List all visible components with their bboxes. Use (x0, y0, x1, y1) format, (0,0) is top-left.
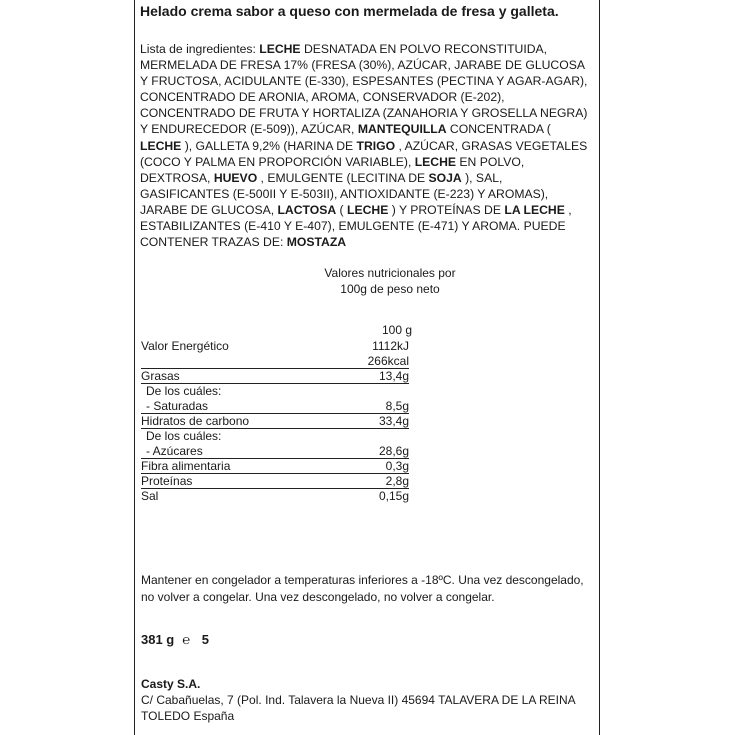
allergen-highlight: LECHE (347, 202, 389, 217)
ingredient-text: Lista de ingredientes: (140, 42, 260, 56)
company-info (141, 676, 593, 724)
company-address: C/ Cabañuelas, 7 (Pol. Ind. Talavera la Nueva II) 45694 TALAVERA DE LA REINA TOLEDO España (141, 693, 576, 723)
nutrition-row (0, 369, 735, 384)
nutrient-value: 8,5g (385, 399, 409, 413)
product-title: Helado crema sabor a queso con mermelada de fresa y galleta. (140, 3, 559, 19)
allergen-highlight: MOSTAZA (286, 235, 347, 250)
nutrient-label: Valor Energético (141, 339, 229, 353)
allergen-highlight: LECHE (140, 138, 182, 153)
nutrition-heading (300, 265, 480, 297)
net-weight (141, 632, 217, 647)
estimated-mark-icon: ℮ (182, 632, 191, 647)
nutrient-label: - Saturadas (146, 399, 209, 413)
ingredient-text: ) Y PROTEÍNAS DE (388, 202, 505, 217)
nutrition-row (0, 489, 735, 504)
nutrient-label: Grasas (141, 369, 180, 383)
ingredients-list (140, 41, 590, 250)
nutrition-row (0, 414, 735, 429)
nutrition-per-row (0, 323, 735, 338)
units-count: 5 (201, 632, 209, 647)
ingredient-text: , ESTABILIZANTES (E-410 Y E-407), EMULGENTE (E-471) Y AROMA. PUEDE CONTENER TRAZAS DE: (140, 202, 572, 250)
nutrient-value: 33,4g (378, 414, 409, 428)
nutrition-row (0, 429, 735, 444)
nutrition-row (0, 399, 735, 414)
allergen-highlight: LECHE (414, 154, 457, 169)
nutrient-label: Hidratos de carbono (141, 414, 250, 428)
nutrition-row (0, 384, 735, 399)
nutrient-value: 13,4g (378, 369, 409, 383)
nutrient-value: 28,6g (378, 444, 409, 458)
nutrient-label: De los cuáles: (146, 384, 222, 398)
ingredient-text: CONCENTRADA ( (446, 122, 551, 137)
allergen-highlight: MANTEQUILLA (357, 122, 447, 137)
nutrition-row (0, 459, 735, 474)
nutrient-value: 0,3g (385, 459, 409, 473)
nutrition-row (0, 474, 735, 489)
nutrition-heading-line1: Valores nutricionales por (324, 266, 456, 280)
nutrient-label: Fibra alimentaria (141, 459, 231, 473)
company-name: Casty S.A. (141, 677, 201, 691)
storage-instructions: Mantener en congelador a temperaturas inferiores a -18ºC. Una vez descongelado, no volver a congelar. Una vez descongelado, no volver a congelar. (141, 573, 584, 604)
ingredient-text: DESNATADA EN POLVO RECONSTITUIDA, MERMELADA DE FRESA 17% (FRESA (30%), AZÚCAR, JARABE DE GLUCOSA Y FRUCTOSA, ACIDULANTE (E-330), ESPESANTES (PECTINA Y AGAR-AGAR), CONCENTRADO DE ARONIA, AROMA, CONSERVADOR (E-202), CONCENTRADO DE FRUTA Y HORTALIZA (ZANAHORIA Y GROSELLA NEGRA) Y ENDURECEDOR (E-509)), AZÚCAR, (140, 42, 588, 137)
ingredient-text: EN POLVO, DEXTROSA, (140, 154, 525, 185)
nutrient-label: De los cuáles: (146, 429, 222, 443)
nutrient-label: Sal (141, 489, 159, 503)
net-weight-value: 381 g (141, 632, 175, 647)
nutrition-heading-line2: 100g de peso neto (340, 282, 440, 296)
allergen-highlight: LECHE (259, 42, 301, 56)
nutrition-row (0, 444, 735, 459)
nutrient-label: Proteínas (141, 474, 193, 488)
allergen-highlight: LACTOSA (277, 202, 337, 217)
ingredient-text: ( (336, 202, 348, 217)
nutrition-per-label: 100 g (381, 323, 412, 337)
nutrition-row (0, 354, 735, 369)
allergen-highlight: HUEVO (213, 170, 258, 185)
allergen-highlight: SOJA (428, 170, 462, 185)
nutrition-row (0, 339, 735, 354)
allergen-highlight: TRIGO (356, 138, 396, 153)
ingredient-text: ), GALLETA 9,2% (HARINA DE (181, 138, 357, 153)
nutrient-label: - Azúcares (146, 444, 203, 458)
allergen-highlight: LA LECHE (504, 202, 565, 217)
ingredient-text: , AZÚCAR, GRASAS VEGETALES (COCO Y PALMA EN PROPORCIÓN VARIABLE), (140, 138, 588, 169)
ingredient-text: ), SAL, GASIFICANTES (E-500II Y E-503II), ANTIOXIDANTE (E-223) Y AROMAS), JARABE DE GLUCOSA, (140, 170, 549, 217)
ingredient-text: , EMULGENTE (LECITINA DE (257, 170, 429, 185)
nutrient-value: 0,15g (378, 489, 409, 503)
nutrient-value: 2,8g (385, 474, 409, 488)
nutrient-value: 266kcal (367, 354, 409, 368)
nutrient-value: 1112kJ (372, 339, 409, 353)
